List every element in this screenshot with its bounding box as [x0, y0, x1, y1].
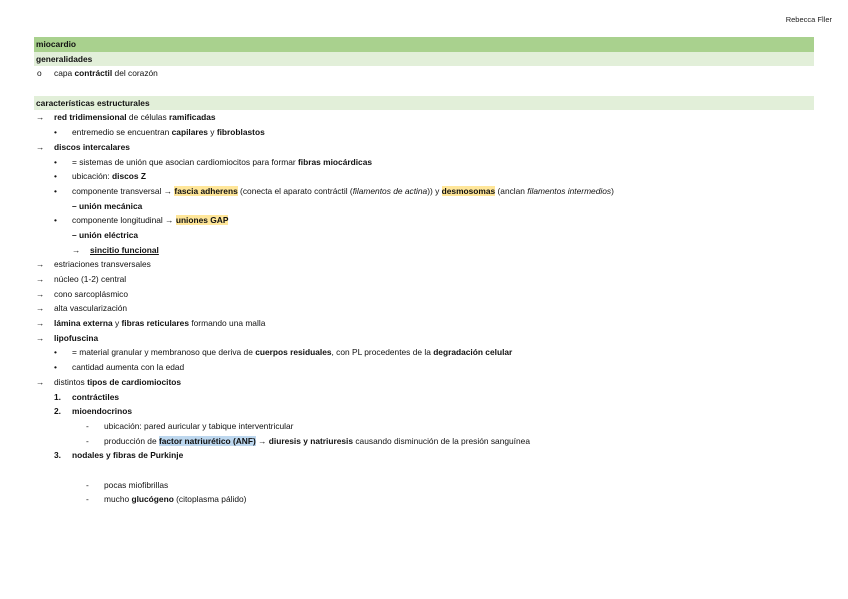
list-item-nucleo: → núcleo (1-2) central: [34, 272, 814, 287]
numbered-item-nodales: 3. nodales y fibras de Purkinje: [54, 450, 184, 461]
dash-icon: -: [86, 435, 89, 446]
spacer: [34, 81, 814, 96]
heading-generalidades: generalidades: [34, 52, 814, 67]
list-item-alta: → alta vascularización: [34, 301, 814, 316]
note-union-mecanica: – unión mecánica: [72, 200, 143, 211]
dash-icon: -: [86, 479, 89, 490]
arrow-icon: →: [36, 303, 45, 314]
sub-item-produccion: - producción de factor natriurético (ANF) → diuresis y natriuresis causando disminución de la presión sanguínea: [34, 434, 814, 449]
sub-item-ubicacion: - ubicación: pared auricular y tabique interventricular: [34, 419, 814, 434]
dash-icon: -: [86, 494, 89, 505]
list-item-red: → red tridimensional de células ramificadas: [34, 110, 814, 125]
list-item-lamina: → lámina externa y fibras reticulares formando una malla: [34, 316, 814, 331]
arrow-icon: →: [36, 376, 45, 387]
list-item-cono: → cono sarcoplásmico: [34, 287, 814, 302]
bullet-icon: •: [54, 362, 57, 373]
sub-item-miofibrillas: - pocas miofibrillas: [34, 478, 814, 493]
list-item-cantidad: • cantidad aumenta con la edad: [34, 360, 814, 375]
bullet-icon: •: [54, 185, 57, 196]
arrow-icon: →: [36, 259, 45, 270]
bullet-icon: •: [54, 347, 57, 358]
list-item-entremedio: • entremedio se encuentran capilares y fibroblastos: [34, 125, 814, 140]
bullet-icon: •: [54, 156, 57, 167]
list-item-discos: → discos intercalares: [34, 140, 814, 155]
highlight-desmosomas: desmosomas: [441, 185, 496, 196]
bullet-icon: •: [54, 171, 57, 182]
list-item-lipofuscina: → lipofuscina: [34, 331, 814, 346]
highlight-anf: factor natriurético (ANF): [158, 435, 256, 446]
list-item-longitudinal: • componente longitudinal → uniones GAP: [34, 213, 814, 228]
bullet-icon: •: [54, 127, 57, 138]
numbered-item-mioendocrinos: 2. mioendocrinos: [54, 406, 133, 417]
spacer: [34, 463, 814, 478]
list-item-transversal: • componente transversal → fascia adherens (conecta el aparato contráctil (filamentos de actina)) y desmosomas (anclan filamentos intermedios): [34, 184, 814, 199]
arrow-icon: →: [36, 288, 45, 299]
arrow-icon: →: [36, 141, 45, 152]
arrow-icon: →: [72, 244, 81, 255]
list-item-sistemas: • = sistemas de unión que asocian cardiomiocitos para formar fibras miocárdicas: [34, 155, 814, 170]
circle-bullet-icon: o: [37, 68, 42, 79]
document-body: [34, 37, 814, 507]
section-title: miocardio: [34, 37, 814, 52]
list-item-ubicacion: • ubicación: discos Z: [34, 169, 814, 184]
note-union-electrica: – unión eléctrica: [72, 229, 139, 240]
arrow-icon: →: [36, 274, 45, 284]
dash-icon: -: [86, 420, 89, 431]
list-item-estriaciones: → estriaciones transversales: [34, 257, 814, 272]
arrow-icon: →: [36, 318, 45, 329]
list-item-tipos: → distintos tipos de cardiomiocitos: [34, 375, 814, 390]
list-item-material: • = material granular y membranoso que deriva de cuerpos residuales, con PL procedentes de la degradación celular: [34, 345, 814, 360]
author-name: Rebecca Fׂller: [785, 15, 832, 24]
note-sincitio: → sincitio funcional: [34, 243, 814, 258]
numbered-item-contractiles: 1. contráctiles: [54, 391, 120, 402]
arrow-icon: →: [36, 112, 45, 123]
list-item-capa: o capa contráctil del corazón: [34, 66, 814, 81]
highlight-gap: uniones GAP: [175, 215, 229, 226]
sub-item-glucogeno: - mucho glucógeno (citoplasma pálido): [34, 492, 814, 507]
bullet-icon: •: [54, 215, 57, 226]
heading-caracteristicas: características estructurales: [34, 96, 814, 111]
arrow-icon: →: [36, 332, 45, 343]
highlight-fascia: fascia adherens: [174, 185, 238, 196]
